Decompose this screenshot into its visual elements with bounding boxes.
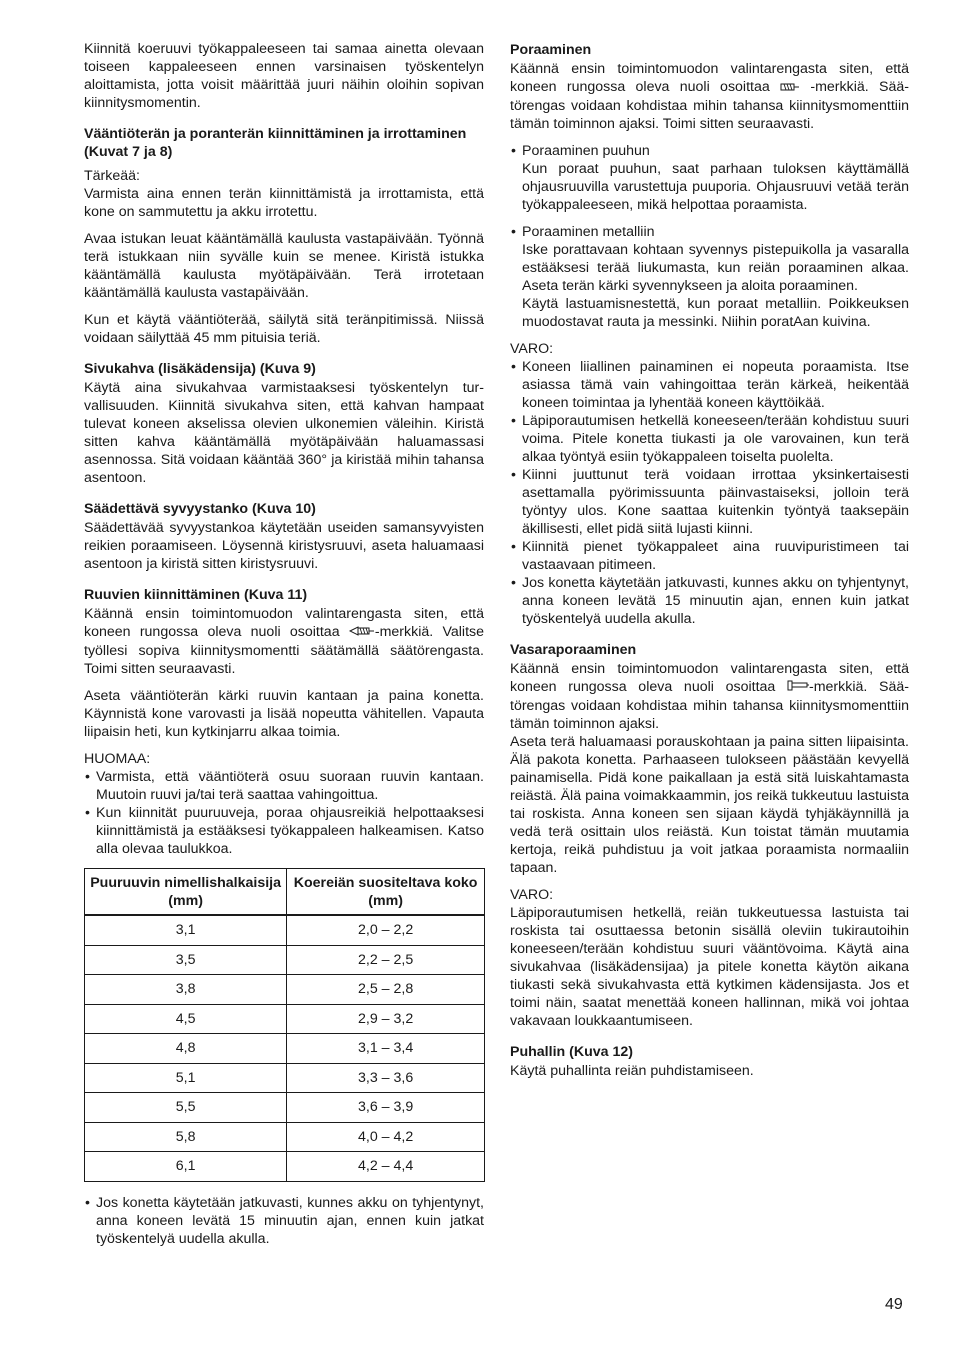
list-item: • Poraaminen metalliin Iske porattavaan kohtaan syvennys pistepuikolla ja vasaralla estääksesi terää liukumasta, kun reiän poraaminen alkaa. Aseta terän kärki syvennykseen ja aloita poraaminen. Käytä lastuamisnestettä, kun poraat metalliin. Poikkeuksen muodostavat rauta ja messinki. Niihin poratAan kuivina. [510,223,909,331]
screw-diameter-cell: 4,5 [85,1004,287,1034]
table-row [85,915,485,945]
right-column [510,40,909,1089]
table-row [85,1152,485,1182]
table-row [85,975,485,1005]
pilot-hole-size-cell: 2,0 – 2,2 [287,915,485,945]
paragraph: Käännä ensin toimintomuodon valintarengasta siten, että koneen rungossa oleva nuoli osoittaa -merkkiä. Säätörengas voidaan kohdistaa mihin tahansa kiinnitysmomenttiin tämän toiminnon ajaksi. [510,661,910,732]
table-row [85,1093,485,1123]
paragraph: Aseta vääntiöterän kärki ruuvin kantaan ja paina konetta. Käynnistä kone varovasti ja lisää nopeutta vähitellen. Vapauta liipaisin heti, kun kytkinjarru alkaa toimia. [84,688,484,740]
list-item: • Läpiporautumisen hetkellä koneeseen/terään kohdistuu suuri voima. Pitele konetta tiukasti ja ole varovainen, kun terä alkaa työntyä esiin työkappaleen toiselta puolelta. [510,412,909,466]
pilot-hole-size-cell: 2,9 – 3,2 [287,1004,485,1034]
pilot-hole-size-cell: 3,6 – 3,9 [287,1093,485,1123]
screw-diameter-cell: 5,5 [85,1093,287,1123]
drilling-list [510,142,909,331]
pilot-hole-table [84,868,485,1182]
list-item: • Poraaminen puuhun Kun poraat puuhun, saat parhaan tuloksen käyttämällä ohjausruuvilla varustettuja puuporia. Ohjausruuvi vetää terän työkappaleeseen, mikä helpottaa poraamista. [510,142,909,214]
pilot-hole-size-cell: 4,2 – 4,4 [287,1152,485,1182]
pilot-hole-size-cell: 4,0 – 4,2 [287,1122,485,1152]
screw-diameter-cell: 3,8 [85,975,287,1005]
table-header: Koereiän suositeltava koko (mm) [287,869,485,916]
paragraph: Aseta terä haluamaasi porauskohtaan ja paina sitten liipaisinta. Älä pakota konetta. Parhaaseen tulokseen päästään kevyellä painamisella. Pidä kone paikallaan ja estä sitä luiskahtamasta reiästä. Älä paina voimakkaammin, jos reikä tukkeutuu lastuista tai roskista. Anna koneen sen sijaan käydä tyhjäkäynnillä ja vedä terä osittain ulos reiästä. Kun toistat tämän muutamia kertoja, reikä puhdistuu ja voit jatkaa poraamista normaaliin tapaan. [510,734,909,876]
section-heading: Poraaminen [510,42,592,58]
screw-diameter-cell: 3,5 [85,945,287,975]
section-heading: Vääntiöterän ja poranterän kiinnittäminen ja irrottaminen (Kuvat 7 ja 8) [84,126,467,160]
list-item: • Jos konetta käytetään jatkuvasti, kunnes akku on tyhjentynyt, anna koneen levätä 15 minuutin ajan, ennen kuin jatkat työskentelyä uudella akulla. [510,574,909,628]
pilot-hole-size-cell: 2,5 – 2,8 [287,975,485,1005]
section-heading: Ruuvien kiinnittäminen (Kuva 11) [84,587,308,603]
paragraph: Kun et käytä vääntiöterää, säilytä sitä teränpitimissä. Niissä voidaan säilyttää 45 mm pituisia teriä. [84,312,484,346]
table-header: Puuruuvin nimellishalkaisija (mm) [85,869,287,916]
list-item: • Varmista, että vääntiöterä osuu suoraan ruuvin kantaan. Muutoin ruuvi ja/tai terä saattaa vahingoittua. [84,768,484,804]
paragraph: Läpiporautumisen hetkellä, reiän tukkeutuessa lastuista tai roskista tai osuttaessa betonin sisällä oleviin tukirautoihin koneeseen/terään kohdistuu suuri vääntövoima. Käytä aina sivukahvaa (lisäkädensijaa) ja pitele konetta käytön aikana tiukasti sekä sivukahvasta että kytkimen kädensijasta. Jos et toimi näin, saatat menettää koneen hallinnan, mikä voi johtaa vakavaan loukkaantumiseen. [510,905,909,1029]
table-row [85,1004,485,1034]
paragraph: Säädettävää syvyystankoa käytetään useiden samansyvyisten reikien poraamiseen. Löysennä kiristysruuvi, aseta haluamaasi asentoon ja kiristä sitten kiristysruuvi. [84,520,484,572]
paragraph: Avaa istukan leuat kääntämällä kaulusta vastapäivään. Työnnä terä istukkaan niin syvälle kuin se menee. Kiristä istukka kääntämällä kaulusta myötäpäivään. Terä irrotetaan kääntämällä kaulusta vastapäivään. [84,231,484,301]
section-hammer-drilling [510,641,909,1030]
important-label: Tärkeää: [84,168,140,184]
section-heading: Säädettävä syvyystanko (Kuva 10) [84,501,316,517]
list-item: • Kiinnitä pienet työkappaleet aina ruuvipuristimeen tai vastaavaan pitimeen. [510,538,909,574]
caution-label: VARO: [510,887,554,903]
note-list [84,1194,484,1248]
hammer-mode-icon [787,679,809,697]
section-drilling [510,41,909,628]
note-label: HUOMAA: [84,751,151,767]
pilot-hole-size-cell: 3,3 – 3,6 [287,1063,485,1093]
caution-list [510,358,909,628]
section-bit-installation [84,125,484,347]
paragraph: Varmista aina ennen terän kiinnittämistä ja irrottamista, että kone on sammutettu ja akku irrotettu. [84,186,484,220]
table-row [85,1034,485,1064]
note-list [84,768,484,858]
paragraph: Käännä ensin toimintomuodon valintarengasta siten, että koneen rungossa oleva nuoli osoittaa -merkkiä. Säätörengas voidaan kohdistaa mihin tahansa kiinnitysmomenttiin tämän toiminnon ajaksi. Toimi sitten seuraavasti. [510,61,909,132]
list-item: • Kiinni juuttunut terä voidaan irrottaa yksinkertaisesti asettamalla pyörimissuunta päinvastaiseksi, jolloin terä työntyy ulos. Kone saattaa kuitenkin työntyä taaksepäin äkillisesti, ellet pidä siitä lujasti kiinni. [510,466,909,538]
section-blower [510,1043,909,1080]
pilot-hole-size-cell: 2,2 – 2,5 [287,945,485,975]
section-heading: Sivukahva (lisäkädensija) (Kuva 9) [84,361,316,377]
list-item: • Koneen liiallinen painaminen ei nopeuta poraamista. Itse asiassa tämä vain vahingoittaa terän kärkeä, heikentää koneen toimintaa ja lyhentää koneen käyttöikää. [510,358,909,412]
screw-mode-icon [349,624,375,642]
list-item: • Jos konetta käytetään jatkuvasti, kunnes akku on tyhjentynyt, anna koneen levätä 15 minuutin ajan, ennen kuin jatkat työskentelyä uudella akulla. [84,1194,484,1248]
intro-paragraph: Kiinnitä koeruuvi työkappaleeseen tai samaa ainetta olevaan toiseen kappaleeseen ennen varsinaisen työskentelyn aloittamista, jotta voisit määrittää juuri näihin oloihin sopivan kiinnitysmomentin. [84,41,484,111]
screw-diameter-cell: 4,8 [85,1034,287,1064]
caution-label: VARO: [510,341,554,357]
section-side-grip [84,360,484,487]
paragraph: Käytä puhallinta reiän puhdistamiseen. [510,1063,754,1079]
screw-diameter-cell: 6,1 [85,1152,287,1182]
section-heading: Puhallin (Kuva 12) [510,1044,633,1060]
paragraph: Käännä ensin toimintomuodon valintarengasta siten, että koneen rungossa oleva nuoli osoittaa -merkkiä. Valitse työllesi sopiva kiinnitysmomentti säätämällä säätörengasta. Toimi sitten seuraavasti. [84,606,484,677]
table-row [85,945,485,975]
paragraph: Käytä aina sivukahvaa varmistaaksesi työskentelyn turvallisuuden. Kiinnitä sivukahva siten, että kahvan hampaat tulevat koneen akselissa olevien ulkonemien väleihin. Kiristä sitten kahva kääntämällä myötäpäivään haluamassasi asennossa. Sitä voidaan kääntää 360° ja kiristää mihin tahansa asentoon. [84,380,484,486]
drill-mode-icon [780,79,800,97]
screw-diameter-cell: 5,8 [85,1122,287,1152]
table-row [85,1122,485,1152]
pilot-hole-size-cell: 3,1 – 3,4 [287,1034,485,1064]
section-screwdriving [84,586,484,1248]
screw-diameter-cell: 5,1 [85,1063,287,1093]
list-item: • Kun kiinnität puuruuveja, poraa ohjausreikiä helpottaaksesi kiinnittämistä ja estääksesi työkappaleen halkeamisen. Katso alla olevaa taulukkoa. [84,804,484,858]
table-row [85,1063,485,1093]
section-heading: Vasaraporaaminen [510,642,637,658]
screw-diameter-cell: 3,1 [85,915,287,945]
left-column [84,40,484,1257]
page-number: 49 [885,1296,903,1313]
section-depth-rod [84,500,484,573]
